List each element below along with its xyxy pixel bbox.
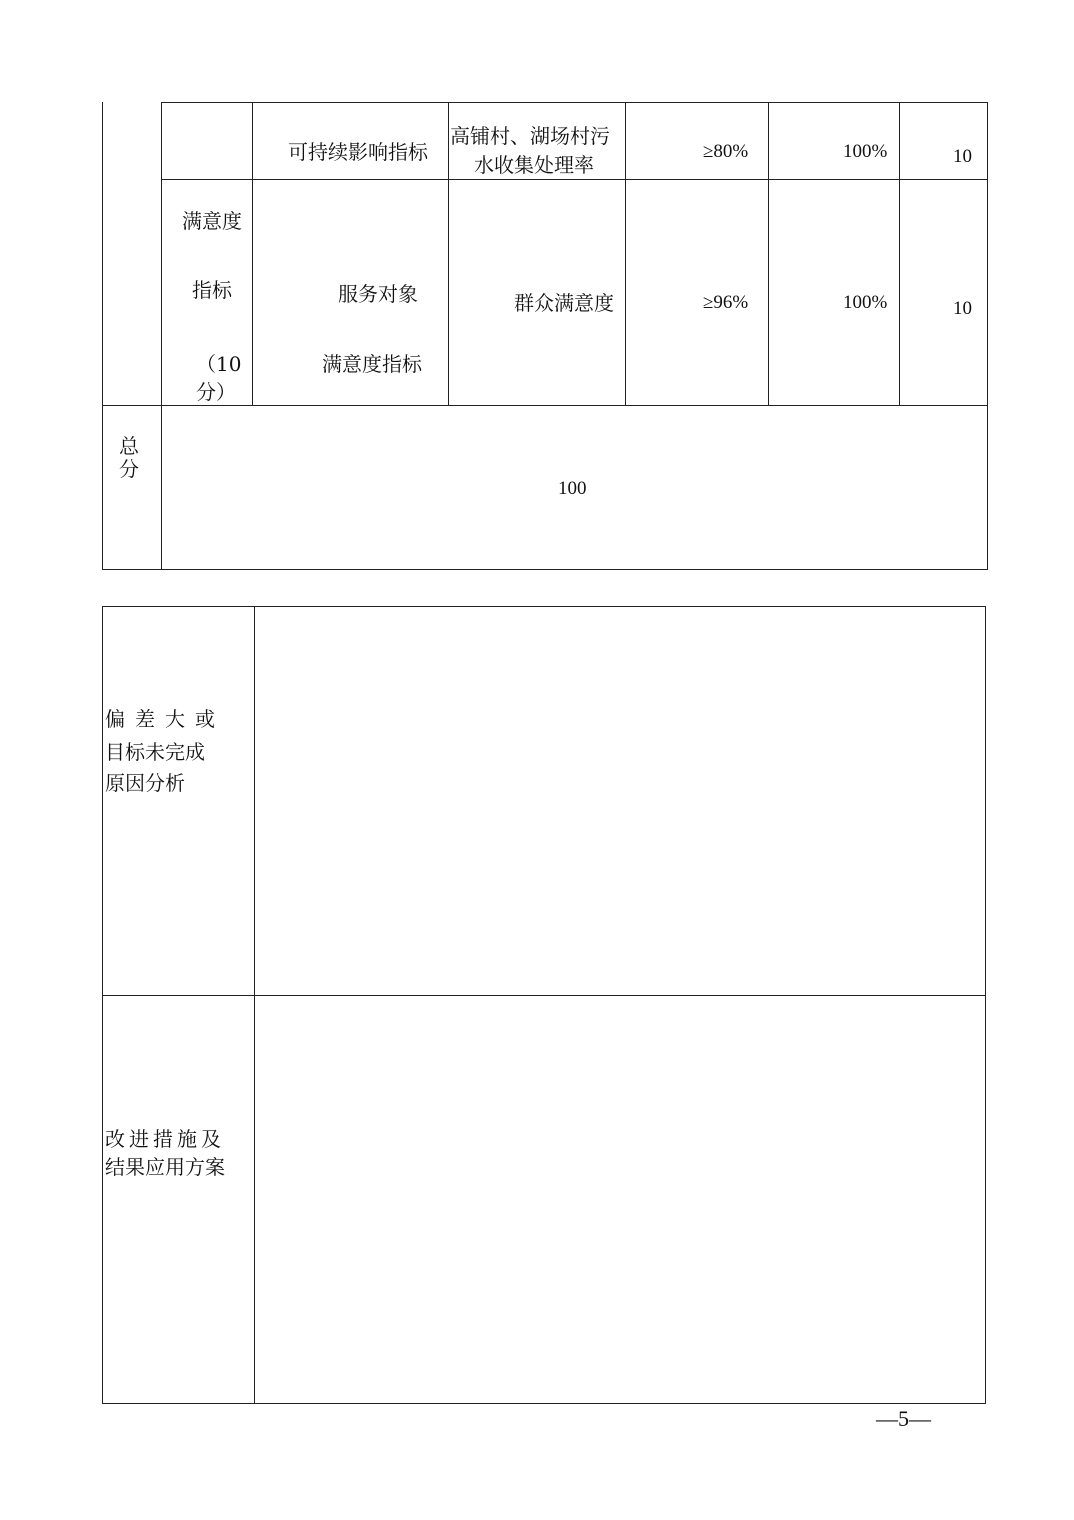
improvement-label-line1: 改进措施及: [105, 1127, 225, 1151]
category-label-line2: 指标: [192, 278, 232, 302]
indicator-name: 群众满意度: [514, 291, 614, 315]
actual-value: 100%: [843, 141, 888, 162]
deviation-label-line1: 偏差大或: [105, 707, 225, 731]
indicator-name-line1: 高铺村、湖场村污: [450, 124, 610, 148]
target-value: ≥80%: [703, 141, 749, 162]
improvement-content[interactable]: [255, 996, 985, 1403]
total-score: 100: [558, 478, 587, 499]
category-label-line4: 分）: [196, 380, 236, 404]
category-label-line3: （10: [196, 352, 242, 376]
subcategory-line2: 满意度指标: [322, 352, 422, 376]
category-label-line1: 满意度: [182, 209, 242, 233]
score-value: 10: [953, 298, 972, 319]
score-value: 10: [953, 146, 972, 167]
deviation-label-line3: 原因分析: [105, 771, 185, 795]
indicator-name-line2: 水收集处理率: [474, 153, 594, 177]
total-label-line1: 总: [119, 434, 139, 458]
target-value: ≥96%: [703, 292, 749, 313]
deviation-content[interactable]: [255, 607, 985, 995]
actual-value: 100%: [843, 292, 888, 313]
improvement-label-line2: 结果应用方案: [105, 1155, 225, 1179]
indicator-category-sustainable: 可持续影响指标: [288, 140, 428, 164]
total-label-line2: 分: [119, 457, 139, 481]
subcategory-line1: 服务对象: [338, 282, 418, 306]
deviation-label-line2: 目标未完成: [105, 740, 205, 764]
page-number: —5—: [876, 1406, 931, 1431]
